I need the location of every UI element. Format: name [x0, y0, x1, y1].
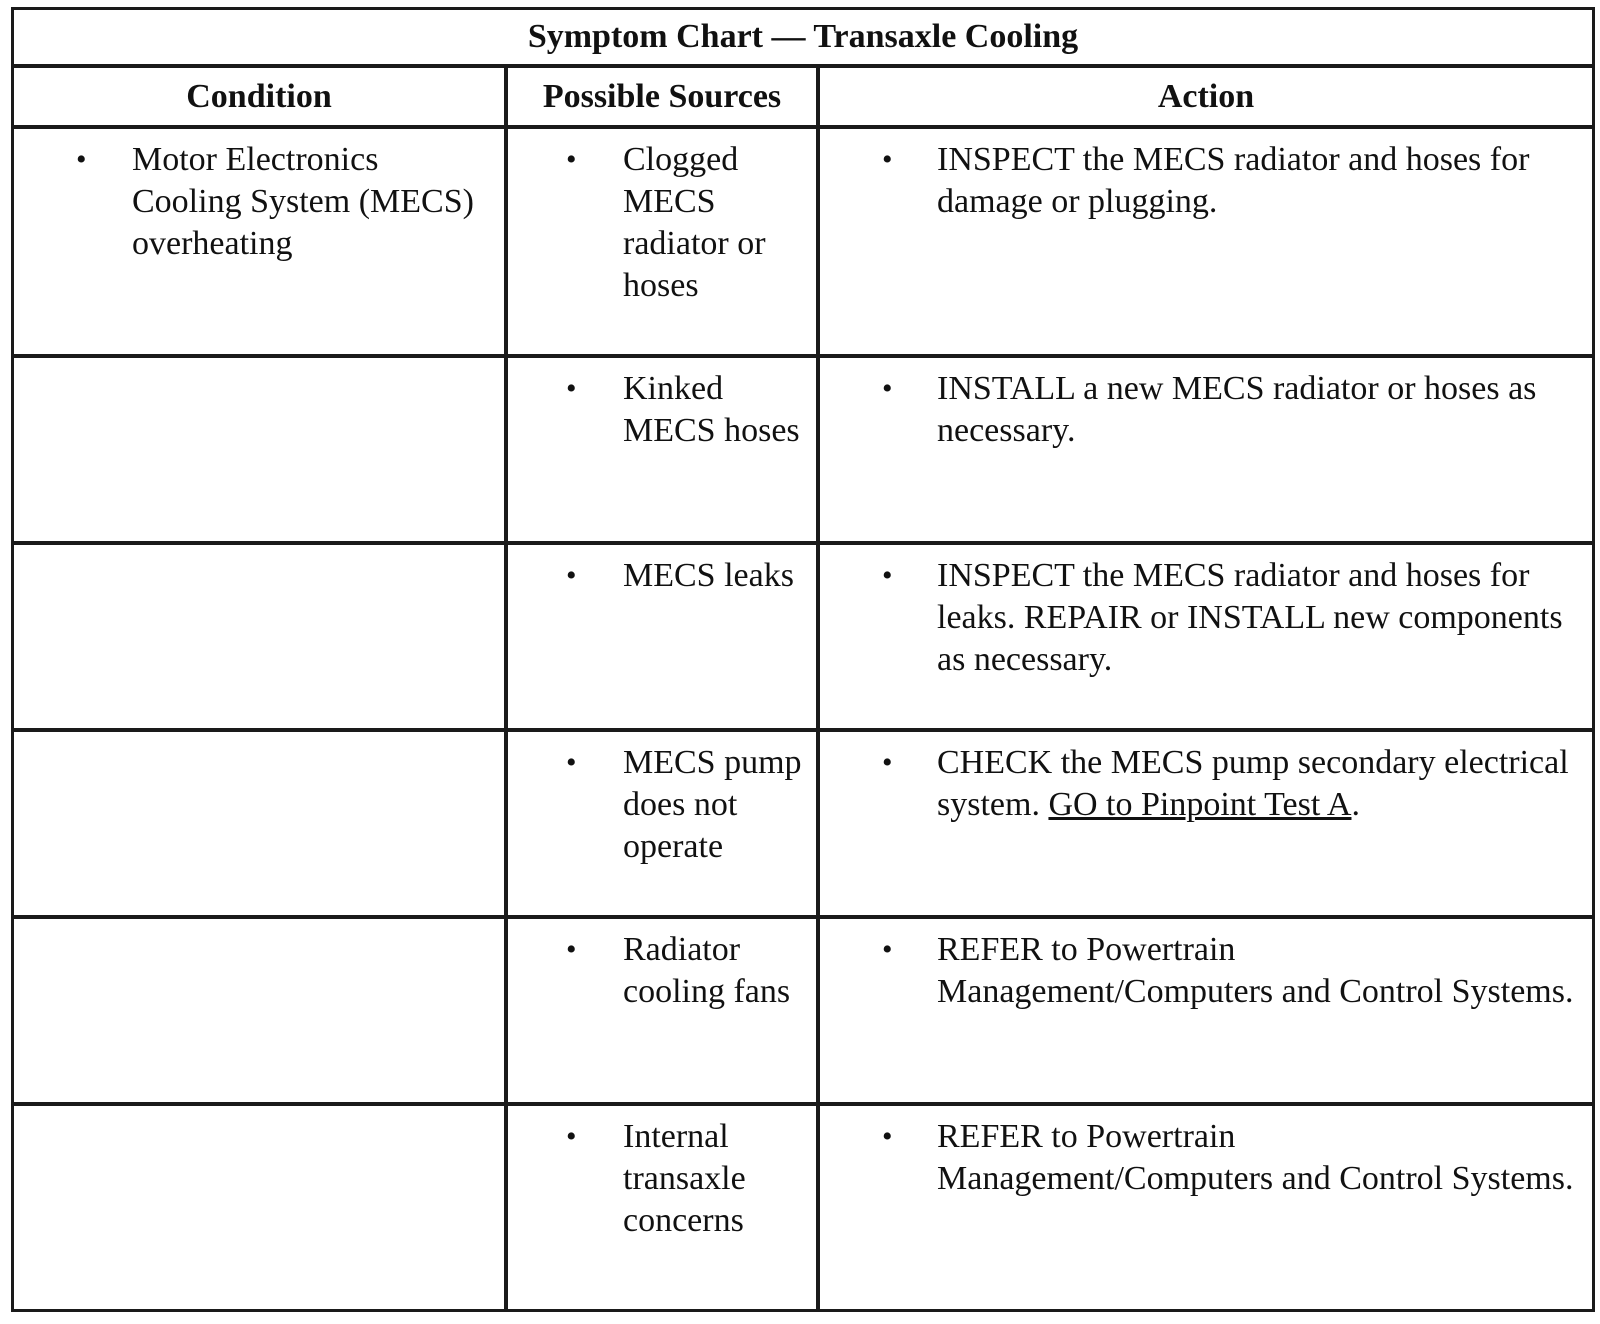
condition-cell — [14, 545, 508, 732]
action-text: INSTALL a new MECS radiator or hoses as necessary. — [937, 370, 1537, 449]
bullet-icon: • — [566, 559, 577, 592]
action-cell — [820, 732, 1592, 919]
bullet-icon: • — [566, 933, 577, 966]
bullet-icon: • — [882, 933, 893, 966]
condition-text: Motor Electronics Cooling System (MECS) overheating — [132, 141, 474, 262]
pinpoint-test-a-link[interactable]: GO to Pinpoint Test A — [1048, 786, 1352, 823]
bullet-icon: • — [882, 143, 893, 176]
source-cell — [508, 358, 820, 545]
bullet-icon: • — [566, 1120, 577, 1153]
condition-cell — [14, 1106, 508, 1309]
action-cell — [820, 545, 1592, 732]
bullet-icon: • — [566, 746, 577, 779]
source-cell — [508, 732, 820, 919]
condition-cell — [14, 732, 508, 919]
action-cell — [820, 1106, 1592, 1309]
bullet-icon: • — [882, 372, 893, 405]
action-text: INSPECT the MECS radiator and hoses for damage or plugging. — [937, 141, 1530, 220]
action-text-prefix: CHECK the MECS pump secondary electrical system. — [937, 744, 1569, 823]
bullet-icon: • — [566, 143, 577, 176]
symptom-chart-table — [11, 7, 1595, 1312]
action-text: REFER to Powertrain Management/Computers and Control Systems. — [937, 931, 1574, 1010]
bullet-icon: • — [882, 1120, 893, 1153]
action-text: REFER to Powertrain Management/Computers and Control Systems. — [937, 1118, 1574, 1197]
column-header-condition: Condition — [14, 68, 508, 129]
action-cell — [820, 919, 1592, 1106]
source-text: MECS pump does not operate — [623, 744, 802, 865]
source-cell — [508, 545, 820, 732]
condition-cell — [14, 919, 508, 1106]
chart-title: Symptom Chart — Transaxle Cooling — [14, 10, 1592, 68]
condition-cell — [14, 358, 508, 545]
column-header-possible-sources: Possible Sources — [508, 68, 820, 129]
column-header-action: Action — [820, 68, 1592, 129]
source-text: Radiator cooling fans — [623, 931, 791, 1010]
bullet-icon: • — [566, 372, 577, 405]
action-text — [937, 742, 1577, 826]
source-text: Kinked MECS hoses — [623, 370, 800, 449]
source-cell — [508, 129, 820, 358]
source-text: Clogged MECS radiator or hoses — [623, 141, 766, 304]
source-text: MECS leaks — [623, 557, 794, 594]
action-cell — [820, 358, 1592, 545]
source-cell — [508, 1106, 820, 1309]
action-cell — [820, 129, 1592, 358]
source-text: Internal transaxle concerns — [623, 1118, 746, 1239]
source-cell — [508, 919, 820, 1106]
condition-cell — [14, 129, 508, 358]
bullet-icon: • — [882, 746, 893, 779]
bullet-icon: • — [882, 559, 893, 592]
action-text: INSPECT the MECS radiator and hoses for leaks. REPAIR or INSTALL new components as necessary. — [937, 557, 1563, 678]
bullet-icon: • — [76, 143, 87, 176]
action-text-suffix: . — [1351, 786, 1360, 823]
